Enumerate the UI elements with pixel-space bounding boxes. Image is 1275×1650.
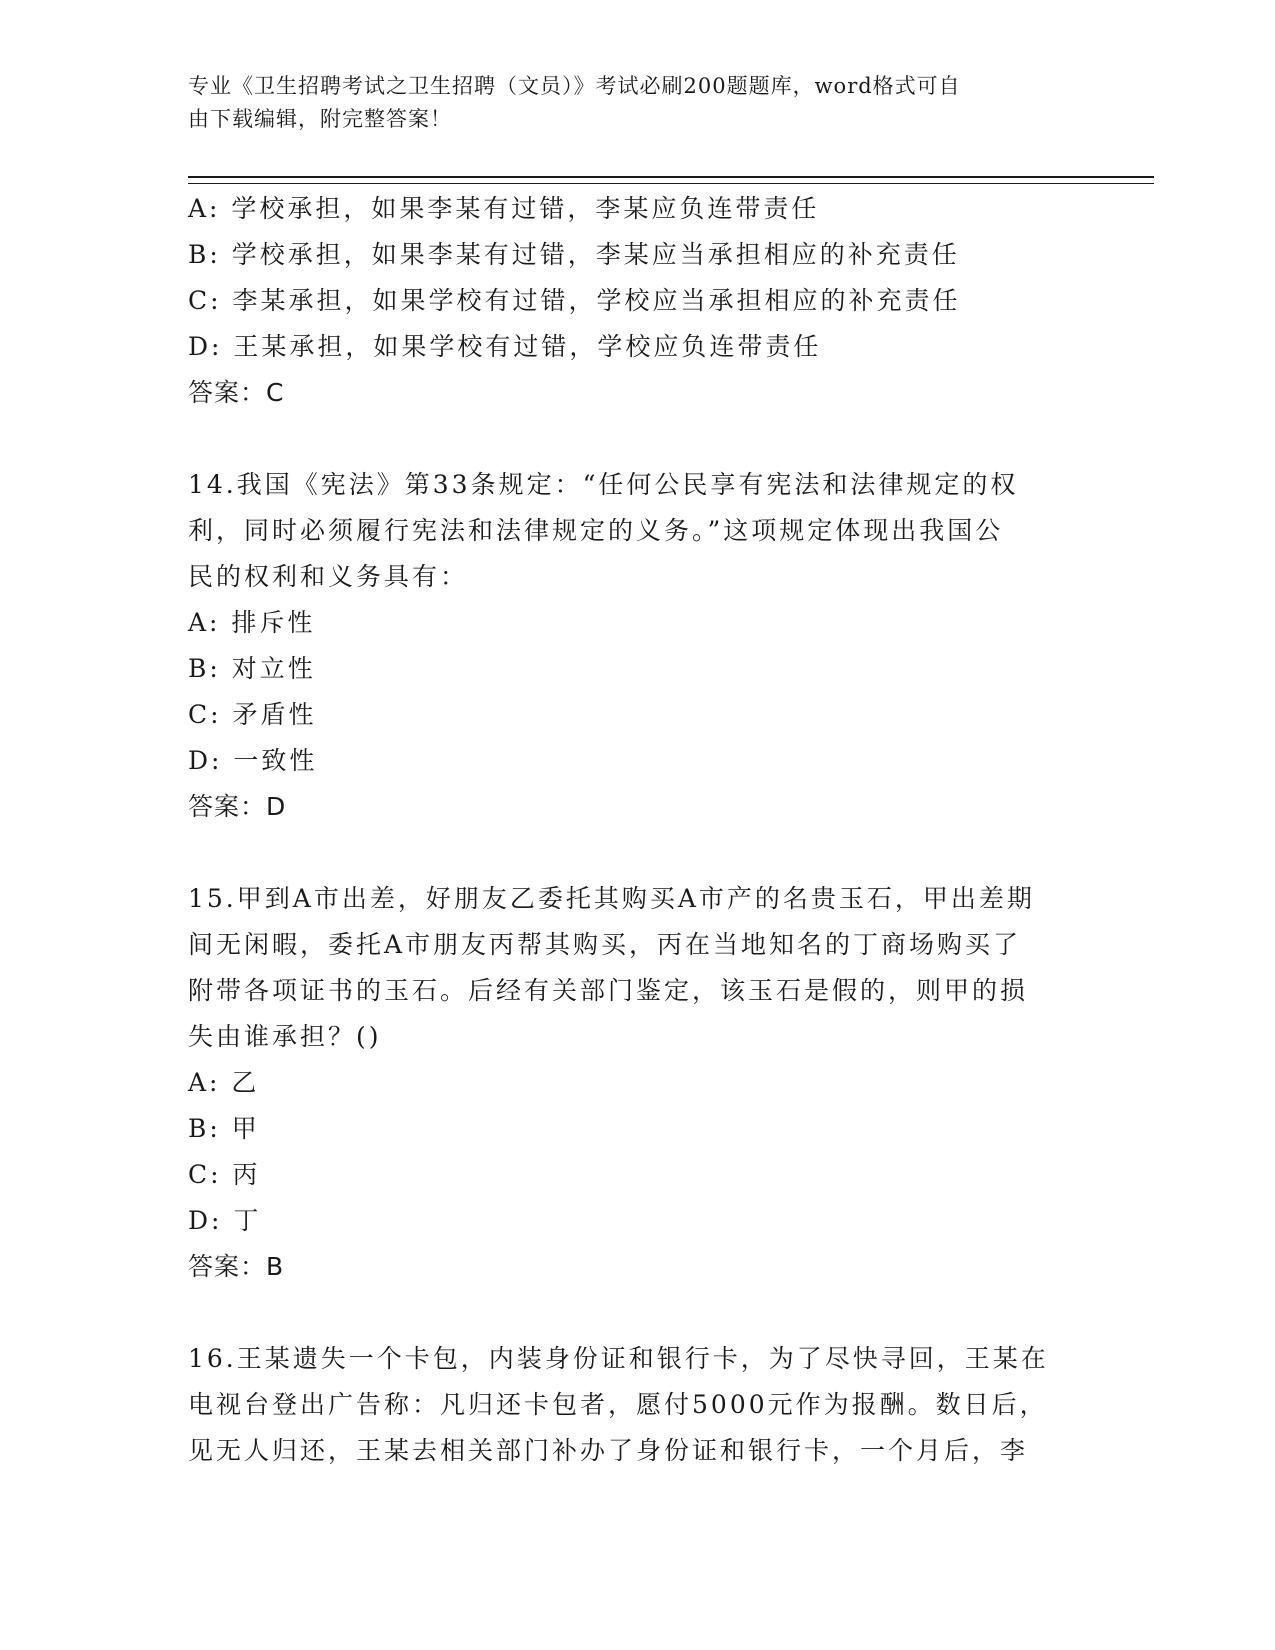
question-stem-line: 利，同时必须履行宪法和法律规定的义务。”这项规定体现出我国公	[188, 516, 1004, 545]
document-header	[188, 70, 1068, 136]
question-stem-line: 间无闲暇，委托A市朋友丙帮其购买，丙在当地知名的丁商场购买了	[188, 930, 1022, 959]
option-c: C: 矛盾性	[188, 700, 317, 729]
question-stem-line: 16.王某遗失一个卡包，内装身份证和银行卡，为了尽快寻回，王某在	[188, 1344, 1049, 1373]
question-stem-line: 14.我国《宪法》第33条规定：“任何公民享有宪法和法律规定的权	[188, 470, 1019, 499]
header-title-line-1: 专业《卫生招聘考试之卫生招聘（文员）》考试必刷200题题库，word格式可自	[188, 74, 961, 98]
question-stem-line: 民的权利和义务具有：	[188, 562, 469, 591]
question-stem-line: 失由谁承担？()	[188, 1022, 382, 1051]
option-b: B: 对立性	[188, 654, 316, 683]
question-stem-line: 15.甲到A市出差，好朋友乙委托其购买A市产的名贵玉石，甲出差期	[188, 884, 1035, 913]
question-stem-line: 见无人归还，王某去相关部门补办了身份证和银行卡，一个月后，李	[188, 1436, 1029, 1465]
option-c: C: 李某承担，如果学校有过错，学校应当承担相应的补充责任	[188, 286, 961, 315]
option-d: D: 一致性	[188, 746, 318, 775]
question-15	[188, 876, 1068, 1290]
option-b: B: 学校承担，如果李某有过错，李某应当承担相应的补充责任	[188, 240, 960, 269]
option-d: D: 王某承担，如果学校有过错，学校应负连带责任	[188, 332, 822, 361]
question-stem-line: 电视台登出广告称：凡归还卡包者，愿付5000元作为报酬。数日后，	[188, 1390, 1048, 1419]
option-c: C: 丙	[188, 1160, 261, 1189]
question-14	[188, 462, 1068, 830]
question-13	[188, 186, 1068, 416]
answer: 答案：D	[188, 792, 287, 821]
answer: 答案：C	[188, 378, 285, 407]
option-a: A: 排斥性	[188, 608, 316, 637]
option-a: A: 乙	[188, 1068, 260, 1097]
option-d: D: 丁	[188, 1206, 262, 1235]
spacer	[188, 830, 1068, 876]
header-divider	[188, 176, 1154, 184]
question-stem-line: 附带各项证书的玉石。后经有关部门鉴定，该玉石是假的，则甲的损	[188, 976, 1029, 1005]
answer: 答案：B	[188, 1252, 285, 1281]
header-title-line-2: 由下载编辑，附完整答案！	[188, 107, 452, 131]
option-b: B: 甲	[188, 1114, 260, 1143]
question-16	[188, 1336, 1068, 1474]
document-body	[188, 186, 1068, 1474]
option-a: A: 学校承担，如果李某有过错，李某应负连带责任	[188, 194, 820, 223]
spacer	[188, 416, 1068, 462]
spacer	[188, 1290, 1068, 1336]
